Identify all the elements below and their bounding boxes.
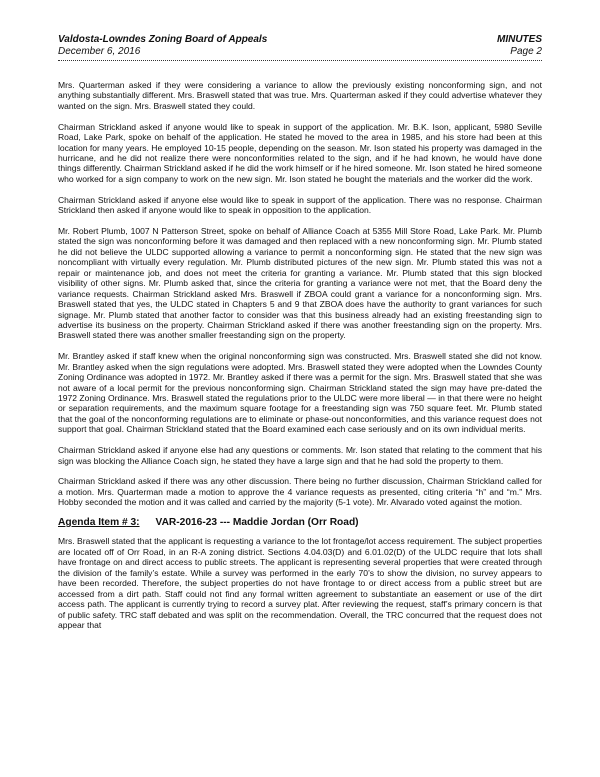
paragraph: Chairman Strickland asked if anyone else would like to speak in support of the application. There was no response. Chairman Strickland then asked if anyone would like to speak in opposition to the application.	[58, 194, 542, 216]
agenda-item-title: VAR-2016-23 --- Maddie Jordan (Orr Road)	[155, 516, 359, 528]
agenda-item-label: Agenda Item # 3:	[58, 516, 140, 528]
paragraph: Mrs. Braswell stated that the applicant is requesting a variance to the lot frontage/lot access requirement. The subject properties are located off of Orr Road, in an R-A zoning district. Sections 4.04.03(D) and 6.01.02(D) of the ULDC require that lots shall have frontage on and direct access to public streets. The applicant is representing several properties that were created through the division of the family’s estate. While a survey was performed in the early 70’s to show the division, no survey appears to have been recorded. Therefore, the subject properties do not have frontage to or direct access from a public street but are accessed from a dirt path. Staff could not find any formal written agreement to substantiate an easement or use of the dirt access path. The applicant is currently trying to record a survey plat. After reviewing the request, staff’s primary concern is that of public safety. TRC staff debated and was split on the recommendation. Overall, the TRC concurred that the request does not appear that	[58, 536, 542, 631]
agenda-item-heading	[58, 518, 542, 528]
org-title: Valdosta-Lowndes Zoning Board of Appeals	[58, 34, 268, 45]
page-number: Page 2	[510, 46, 542, 57]
paragraph: Chairman Strickland asked if anyone else had any questions or comments. Mr. Ison stated that relating to the comment that his sign was blocking the Alliance Coach sign, he stated they have a large sign and that he had sold the property to them.	[58, 445, 542, 466]
paragraph: Mrs. Quarterman asked if they were considering a variance to allow the previously existing nonconforming sign, and not anything substantially different. Mrs. Braswell stated that was true. Mrs. Quarterman asked if they could advertise whatever they wanted on the sign. Mrs. Braswell stated they could.	[58, 80, 542, 111]
header-right	[497, 34, 542, 58]
paragraph: Chairman Strickland asked if anyone would like to speak in support of the application. Mr. B.K. Ison, applicant, 5980 Seville Road, Lake Park, spoke on behalf of the application. He stated he moved to the area in 1985, and his store had been at this location for many years. He employed 10-15 people, depending on the season. Mr. Ison stated his property was damaged in the hurricane, and he did not realize there were nonconformities related to the sign, and if he had known, he would have done things differently. Chairman Strickland asked if he did the work himself or if he hired someone. Mr. Ison stated he hired someone who worked for a sign company to work on the new sign. Mr. Ison stated he bought the materials and the worker did the work.	[58, 121, 542, 184]
meeting-date: December 6, 2016	[58, 46, 141, 57]
paragraph: Chairman Strickland asked if there was any other discussion. There being no further discussion, Chairman Strickland called for a motion. Mrs. Quarterman made a motion to approve the 4 variance requests as presented, citing criteria “h” and “m.” Mrs. Hobby seconded the motion and it was called and carried by the majority (5-1 vote). Mr. Alvarado voted against the motion.	[58, 476, 542, 508]
page-header	[58, 34, 542, 58]
doc-type: MINUTES	[497, 34, 542, 45]
paragraph: Mr. Robert Plumb, 1007 N Patterson Street, spoke on behalf of Alliance Coach at 5355 Mill Store Road, Lake Park. Mr. Plumb stated the sign was nonconforming before it was damaged and then replaced with a new nonconforming sign. Mr. Plumb stated he did not believe the ULDC supported allowing a variance to permit a nonconforming sign. He stated that the new sign was noncompliant with virtually every regulation. Mr. Plumb distributed pictures of the new sign. Mr. Plumb stated this was not a repair or maintenance job, and does not meet the criteria for granting a variance. Mr. Plumb stated that this sign blocked visibility of other signs. Mr. Plumb asked that, since the criteria for granting a variance were not met, that the Board deny the variance requests. Chairman Strickland asked Mrs. Braswell if ZBOA could grant a variance for a nonconforming sign. Mrs. Braswell stated that yes, the ULDC stated in Chapters 5 and 9 that ZBOA does have the authority to grant variances for such signage. Mr. Plumb stated that another factor to consider was that this business already had an existing freestanding sign to advertise its business on the property. Chairman Strickland asked if there was another freestanding sign on the property. Mrs. Braswell stated there was another smaller freestanding sign on the property.	[58, 225, 542, 341]
header-divider	[58, 60, 542, 61]
minutes-body	[58, 80, 542, 641]
paragraph: Mr. Brantley asked if staff knew when the original nonconforming sign was constructed. Mrs. Braswell stated she did not know. Mr. Brantley asked when the sign regulations were adopted. Mrs. Braswell stated they were adopted when the Lowndes County Zoning Ordinance was adopted in 1972. Mr. Brantley asked if there was a permit for the sign. Mrs. Braswell stated that she was not aware of a local permit for the previous nonconforming sign. Chairman Strickland stated the sign may have pre-dated the 1972 Zoning Ordinance. Mrs. Braswell stated the regulations prior to the ULDC were more liberal — in that there were no height or separation requirements, and the maximum square footage for a freestanding sign was 750 square feet. Mr. Plumb stated that the goal of the nonconforming regulations are to eliminate or phase-out nonconformities, and this variance request does not support that goal. Chairman Strickland stated that the Board examined each case seriously and on its own individual merits.	[58, 351, 542, 435]
